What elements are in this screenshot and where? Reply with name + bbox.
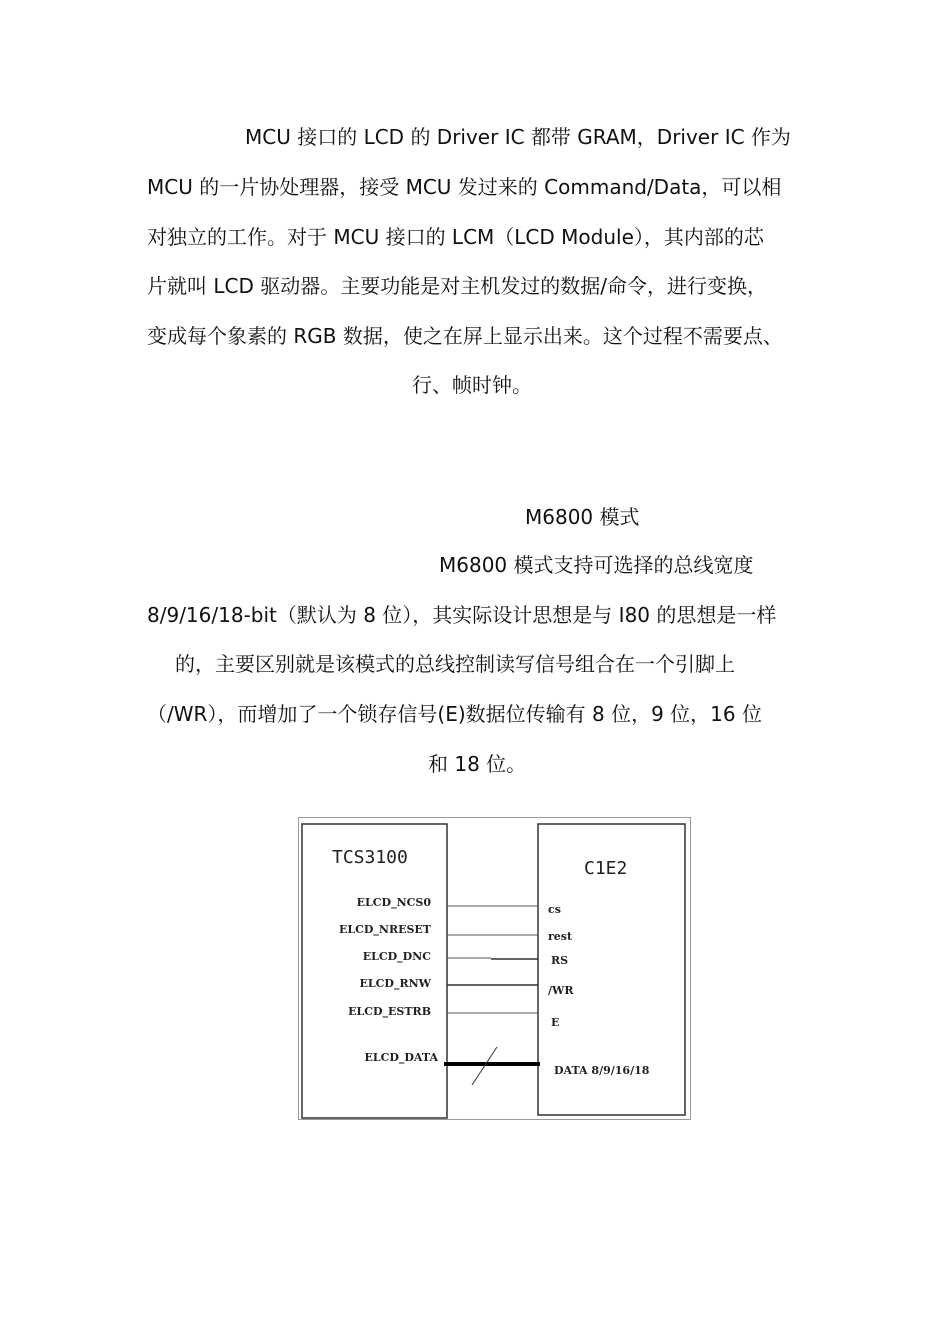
right-chip-title: C1E2: [584, 858, 628, 879]
left-chip-box: [302, 824, 447, 1118]
diagram-canvas: [299, 818, 692, 1121]
right-pin-rs: RS: [551, 954, 569, 967]
paragraph2-line-4: （/WR），而增加了一个锁存信号(E)数据位传输有 8 位，9 位，16 位: [147, 702, 762, 726]
left-pin-rnw: ELCD_RNW: [359, 977, 431, 990]
paragraph2-line-2: 8/9/16/18-bit（默认为 8 位），其实际设计思想是与 I80 的思想是一样: [147, 603, 777, 627]
bus-connection-diagram: [298, 817, 691, 1120]
paragraph2-line-5: 和 18 位。: [428, 752, 527, 776]
left-pin-estrb: ELCD_ESTRB: [348, 1005, 431, 1018]
right-pin-e: E: [551, 1016, 560, 1029]
right-pin-data: DATA 8/9/16/18: [554, 1064, 650, 1077]
paragraph2-line-3: 的，主要区别就是该模式的总线控制读写信号组合在一个引脚上: [175, 652, 735, 676]
paragraph2-line-1: M6800 模式支持可选择的总线宽度: [439, 553, 754, 577]
left-pin-ncs0: ELCD_NCS0: [356, 896, 431, 909]
section-title: M6800 模式: [525, 505, 640, 529]
paragraph1-line-5: 变成每个象素的 RGB 数据，使之在屏上显示出来。这个过程不需要点、: [147, 324, 783, 348]
right-pin-cs: cs: [548, 903, 561, 916]
paragraph1-line-2: MCU 的一片协处理器，接受 MCU 发过来的 Command/Data，可以相: [147, 175, 782, 199]
paragraph1-line-6: 行、帧时钟。: [412, 373, 532, 397]
paragraph1-line-1: MCU 接口的 LCD 的 Driver IC 都带 GRAM，Driver IC 作为: [245, 125, 791, 149]
right-pin-rest: rest: [548, 930, 573, 943]
left-pin-dnc: ELCD_DNC: [362, 950, 431, 963]
right-pin-wr: /WR: [548, 984, 574, 997]
left-pin-nreset: ELCD_NRESET: [338, 923, 431, 936]
paragraph1-line-3: 对独立的工作。对于 MCU 接口的 LCM（LCD Module），其内部的芯: [147, 225, 764, 249]
left-pin-data: ELCD_DATA: [364, 1051, 438, 1064]
paragraph1-line-4: 片就叫 LCD 驱动器。主要功能是对主机发过的数据/命令，进行变换，: [147, 274, 767, 298]
left-chip-title: TCS3100: [332, 847, 408, 868]
